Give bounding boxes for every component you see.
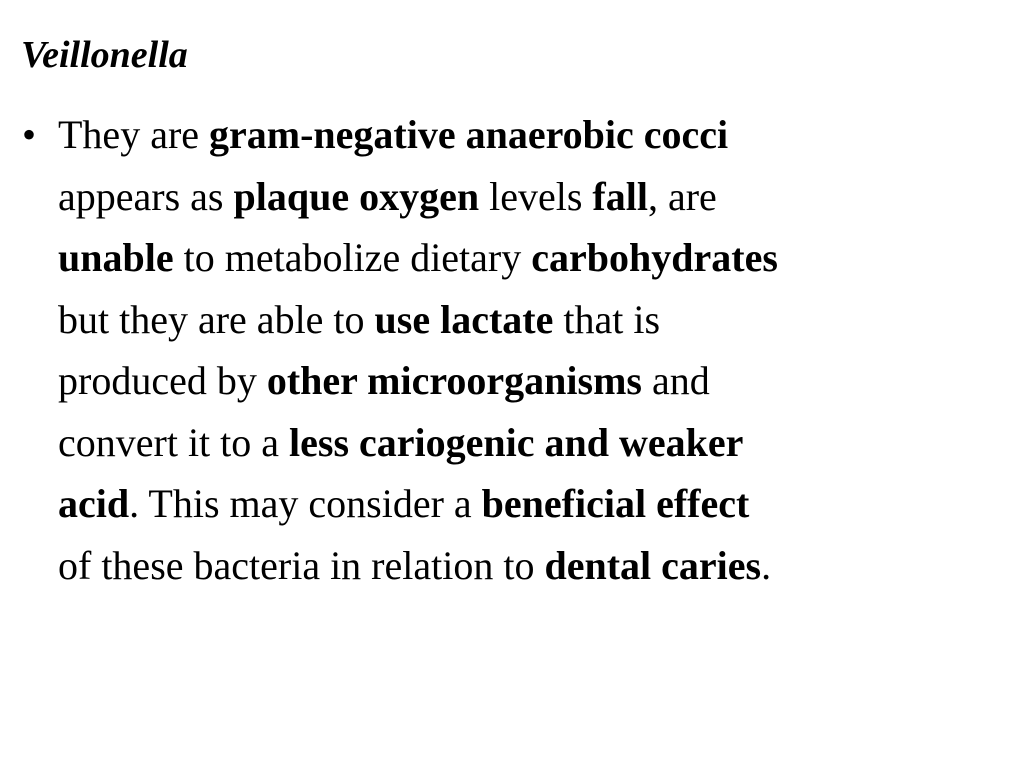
text-run: convert it to a — [58, 419, 290, 465]
bold-text-run: carbohydrates — [531, 235, 778, 280]
bullet-line — [58, 473, 1012, 535]
bold-text-run: beneficial effect — [481, 481, 750, 526]
bullet-marker: • — [22, 112, 37, 157]
text-run: produced by — [58, 358, 267, 403]
bullet-line — [58, 535, 1012, 597]
bold-text-run: unable — [58, 235, 174, 280]
bullet-line — [58, 227, 1012, 289]
bullet-line — [58, 412, 1012, 474]
bold-text-run: less cariogenic and weaker — [289, 419, 744, 465]
bullet-text — [58, 104, 1012, 596]
bullet-line — [58, 104, 1012, 166]
text-run: . This may consider a — [129, 481, 482, 526]
text-run: and — [641, 358, 710, 403]
bold-text-run: other microorganisms — [266, 358, 642, 403]
bullet-line — [58, 289, 1012, 351]
text-run: They are — [58, 112, 210, 157]
text-run: , are — [647, 173, 717, 219]
bullet-line — [58, 166, 1012, 228]
bold-text-run: gram-negative anaerobic cocci — [209, 112, 729, 157]
slide-title: Veillonella — [21, 34, 188, 76]
text-run: of these bacteria in relation to — [58, 542, 545, 588]
bold-text-run: fall — [592, 173, 648, 219]
text-run: that is — [553, 296, 661, 342]
text-run: to metabolize dietary — [173, 235, 532, 280]
bullet-line — [58, 350, 1012, 412]
bold-text-run: acid — [58, 481, 130, 526]
bold-text-run: plaque oxygen — [233, 173, 480, 219]
text-run: appears as — [58, 173, 234, 219]
text-run: . — [761, 542, 772, 588]
text-run: but they are able to — [58, 296, 375, 342]
bold-text-run: dental caries — [544, 542, 762, 588]
bold-text-run: use lactate — [374, 296, 554, 342]
text-run: levels — [479, 173, 593, 219]
